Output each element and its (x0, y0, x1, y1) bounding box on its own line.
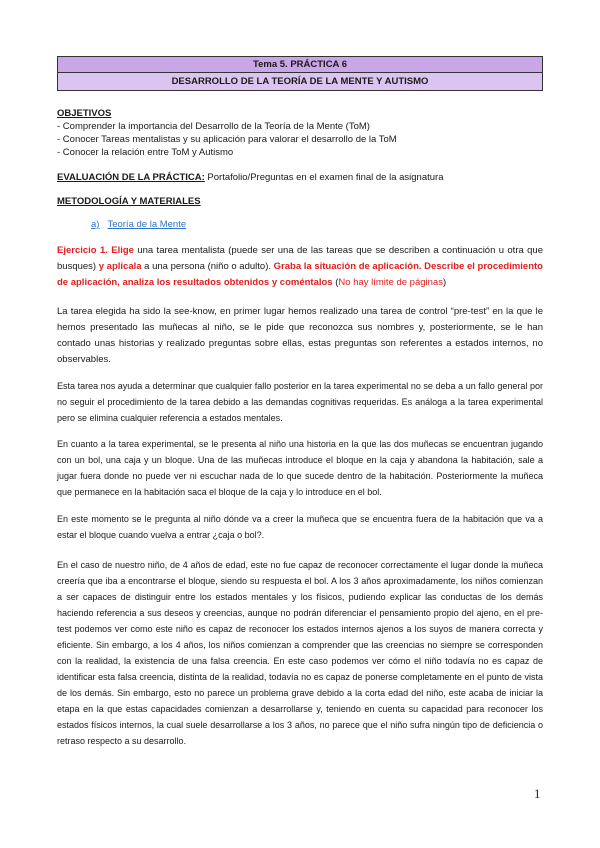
exercise-text-1: una tarea mentalista (puede ser una de las tareas que se describen a continuación u otra que busques) (57, 245, 543, 272)
body-paragraph-5: En el caso de nuestro niño, de 4 años de edad, este no fue capaz de reconocer correctamente el lugar donde la muñeca creería que iba a encontrarse el bloque, siendo su respuesta el bol. A los 3 años aproximadamente, los niños comienzan a ser capaces de distinguir entre los estados mentales y los físicos, pudiendo explicar las conductas de los demás haciendo referencia a sus deseos y creencias, aunque no podrán diferenciar el pensamiento propio del ajeno, en el pre-test podemos ver como este niño es capaz de reconocer los estados internos ajenos a los suyos de manera correcta y eficiente. Sin embargo, a los 4 años, los niños comienzan a comprender que las creencias no siempre se corresponden con la realidad, la existencia de una falsa creencia. En este caso podemos ver cómo el niño todavía no es capaz de identificar esta falsa creencia, distinta de la realidad, todavía no es capaz de ponerse completamente en el punto de vista de los demás. Sin embargo, esto no parece un problema grave debido a la corta edad del niño, este acaba de iniciar la etapa en la que estas capacidades comienzan a desarrollarse y, teniendo en cuenta su capacidad para reconocer los estados físicos internos, la cual suele desarrollarse a los 3 años, no parece que el niño sufra ningún tipo de deficiencia o retraso respecto a su desarrollo. (57, 560, 543, 746)
body-paragraph-4: En este momento se le pregunta al niño dónde va a creer la muñeca que se encuentra fuera de la habitación que va a estar el bloque cuando vuelva a entrar ¿caja o bol?. (57, 514, 543, 540)
exercise-text-4: ) (442, 277, 447, 288)
exercise-label: Ejercicio 1. Elige (57, 245, 134, 256)
exercise-statement (57, 243, 543, 291)
objetivo-item: - Conocer Tareas mentalistas y su aplicación para valorar el desarrollo de la ToM (57, 134, 397, 145)
body-paragraph-1: La tarea elegida ha sido la see-know, en primer lugar hemos realizado una tarea de control “pre-test” en la que le hemos presentado las muñecas al niño, se le pide que reconozca sus nombres y, posteriormente, se le han contado unas historias y realizado preguntas sobre ellas, estas preguntas son referentes a estados internos, no observables. (57, 306, 543, 365)
exercise-no-limit: No hay límite de páginas (338, 277, 443, 288)
title-box (57, 56, 543, 91)
practice-title: DESARROLLO DE LA TEORÍA DE LA MENTE Y AUTISMO (58, 73, 542, 90)
objetivos-heading: OBJETIVOS (57, 108, 112, 119)
objetivo-item: - Conocer la relación entre ToM y Autismo (57, 147, 234, 158)
document-page (57, 56, 543, 749)
objetivo-item: - Comprender la importancia del Desarrollo de la Teoría de la Mente (ToM) (57, 121, 370, 132)
exercise-text-3: ( (332, 277, 339, 288)
exercise-record: Graba la situación de aplicación. Describe el procedimiento de aplicación, analiza los resultados obtenidos y coméntalos (57, 261, 543, 288)
exercise-apply: y aplícala (98, 261, 142, 272)
topic-title: Tema 5. PRÁCTICA 6 (58, 57, 542, 73)
subsection-title: Teoría de la Mente (107, 219, 187, 230)
evaluacion-label: EVALUACIÓN DE LA PRÁCTICA: (57, 172, 205, 183)
evaluacion-line (57, 172, 543, 183)
evaluacion-text: Portafolio/Preguntas en el examen final de la asignatura (204, 172, 444, 183)
body-paragraph-3: En cuanto a la tarea experimental, se le presenta al niño una historia en la que las dos muñecas se encuentran jugando con un bol, una caja y un bloque. Una de las muñecas introduce el bloque en la caja y abandona la habitación, sale a jugar fuera donde no puede ver ni escuchar nada de lo que sucede dentro de la habitación. Posteriormente la muñeca que permanece en la habitación saca el bloque de la caja y lo introduce en el bol. (57, 439, 543, 497)
subsection-index: a) (91, 219, 100, 230)
metodologia-heading: METODOLOGÍA Y MATERIALES (57, 196, 201, 207)
page-number: 1 (534, 786, 541, 801)
subsection-heading (91, 219, 543, 230)
body-paragraph-2: Esta tarea nos ayuda a determinar que cualquier fallo posterior en la tarea experimental no se deba a un fallo general por no seguir el procedimiento de la tarea debido a las demandas cognitivas requeridas. Es análoga a la tarea experimental pero se elimina cualquier referencia a estados mentales. (57, 381, 543, 423)
exercise-text-2: a una persona (niño o adulto). (141, 261, 274, 272)
